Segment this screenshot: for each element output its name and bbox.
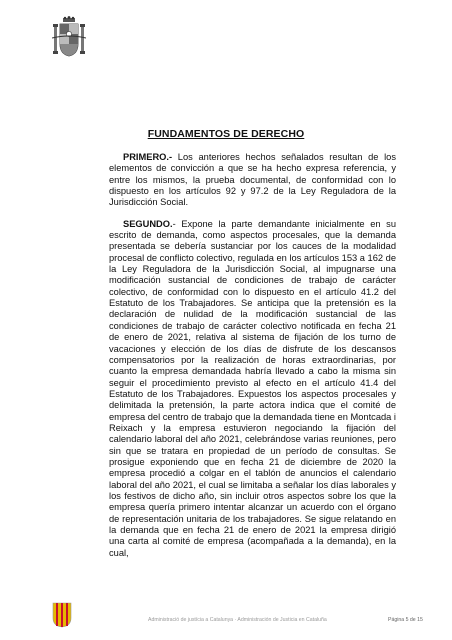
- footer-text: Administració de justícia a Catalunya · Administración de Justicia en Cataluña: [148, 617, 327, 623]
- coat-of-arms-icon: [52, 16, 86, 60]
- paragraph-text: Los anteriores hechos señalados resultan de los elementos de convicción a que se ha hecho expresa referencia, y entre los mismos, la prueba documental, de conformidad con lo dispuesto en los artículos 92 y 97.2 de la Ley Reguladora de la Jurisdicción Social.: [109, 152, 396, 208]
- section-heading: FUNDAMENTOS DE DERECHO: [147, 128, 305, 140]
- page-number: Página 5 de 15: [388, 617, 423, 623]
- catalonia-emblem-icon: [52, 602, 72, 628]
- paragraph-segundo: [109, 219, 396, 559]
- page-footer: [0, 602, 452, 630]
- paragraph-text: - Expone la parte demandante inicialmente en su escrito de demanda, como aspectos procesales, que la demanda presentada se debería sustanciar por los cauces de la modalidad procesal de conflicto colectivo, regulada en los artículos 153 a 162 de la Ley Reguladora de la Jurisdicción Social, al impugnarse una modificación sustancial de condiciones de trabajo de carácter colectivo, de conformidad con lo dispuesto en el artículo 41.2 del Estatuto de los Trabajadores. Se anticipa que la pretensión es la declaración de nulidad de la modificación sustancial de las condiciones de trabajo de carácter colectivo notificada en fecha 21 de enero de 2021, relativa al sistema de fijación de los turno de vacaciones y elección de los días de disfrute de los descansos compensatorios por la realización de horas extraordinarias, por cuanto la empresa demandada habría llevado a cabo la misma sin seguir el procedimiento previsto al efecto en el artículo 41.4 del Estatuto de los Trabajadores. Expuestos los aspectos procesales y delimitada la pretensión, la parte actora indica que el comité de empresa del centro de trabajo que la demandada tiene en Montcada i Reixach y la empresa estuvieron negociando la fijación del calendario laboral del año 2021, celebrándose varias reuniones, pero sin que se tratara en propiedad de un período de consultas. Se prosigue exponiendo que en fecha 21 de diciembre de 2020 la empresa procedió a colgar en el tablón de anuncios el calendario laboral del año 2021, el cual se limitaba a señalar los días laborales y los festivos de dicho año, sin incluir otros aspectos sobre los que la empresa quería primero intentar alcanzar un acuerdo con el órgano de representación unitaria de los trabajadores. Se sigue relatando en la demanda que en fecha 21 de enero de 2021 la empresa dirigió una carta al comité de empresa (acompañada a la demanda), en la cual,: [109, 218, 396, 558]
- body-text: [109, 152, 396, 569]
- paragraph-lead: SEGUNDO.: [123, 218, 173, 229]
- paragraph-lead: PRIMERO.-: [123, 152, 173, 162]
- paragraph-primero: [109, 152, 396, 209]
